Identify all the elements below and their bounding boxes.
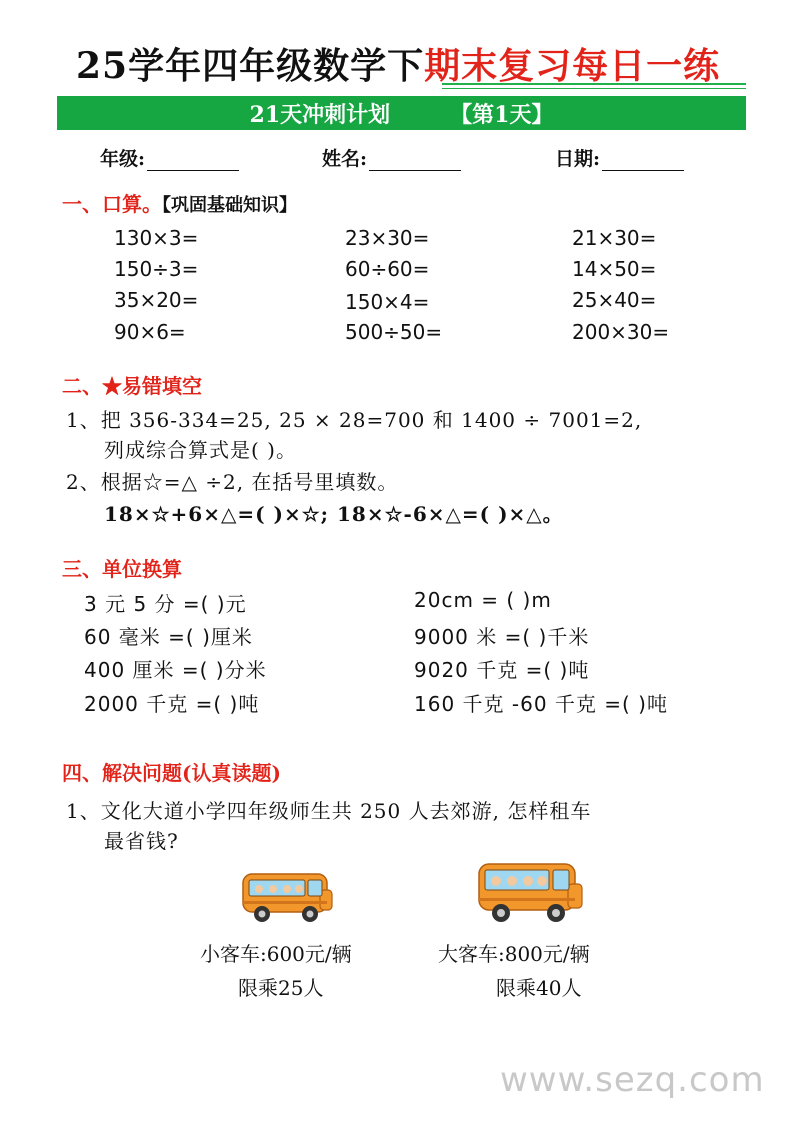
section2-prefix: 二、 [62,374,102,398]
date-field [555,144,684,171]
plan-banner [57,96,746,130]
title-underline [442,83,746,85]
banner-plan: 21天冲刺计划 [249,101,391,128]
name-field [322,144,461,171]
section1-title: 一、口算。 [62,192,162,216]
question-2-2-line1: 2、根据☆=△ ÷2, 在括号里填数。 [66,470,399,494]
question-2-1-line2: 列成综合算式是( )。 [104,438,297,462]
question-2-2-line2: 18×☆+6×△=( )×☆; 18×☆-6×△=( )×△。 [104,502,564,526]
grade-label: 年级: [100,148,146,170]
section2-heading [62,370,202,399]
name-label: 姓名: [322,148,368,170]
banner-day: 【第1天】 [450,101,554,128]
date-label: 日期: [555,148,601,170]
section3-heading: 三、单位换算 [62,557,182,581]
calc-item: 60÷60= [345,257,430,281]
title-black-part: 25学年四年级数学下 [76,45,425,87]
section1-heading [62,188,297,217]
question-4-1-line2: 最省钱? [104,829,179,853]
title-underline-thin [442,88,746,89]
big-bus-limit: 限乘40人 [496,976,582,1000]
small-bus-limit: 限乘25人 [238,976,324,1000]
title-red-part: 期末复习每日一练 [424,45,721,87]
big-bus-price: 大客车:800元/辆 [438,942,590,966]
small-bus-price: 小客车:600元/辆 [200,942,352,966]
date-blank[interactable] [602,152,684,171]
calc-item: 150×4= [345,290,430,314]
name-blank[interactable] [369,152,461,171]
calc-item: 25×40= [572,288,657,312]
calc-item: 14×50= [572,257,657,281]
calc-item: 200×30= [572,320,670,344]
grade-field [100,144,239,171]
section4-heading: 四、解决问题(认真读题) [62,761,281,785]
star-icon: ★ [102,374,122,398]
page-title [76,38,720,89]
unit-item: 60 毫米 =( )厘米 [84,625,253,649]
calc-item: 500÷50= [345,320,443,344]
big-bus-icon [476,860,586,926]
question-4-1-line1: 1、文化大道小学四年级师生共 250 人去郊游, 怎样租车 [66,799,592,823]
calc-item: 130×3= [114,226,199,250]
section2-title: 易错填空 [122,374,202,398]
small-bus-icon [240,868,336,926]
unit-item: 400 厘米 =( )分米 [84,658,267,682]
unit-item: 9020 千克 =( )吨 [414,658,590,682]
unit-item: 160 千克 -60 千克 =( )吨 [414,692,668,716]
unit-item: 9000 米 =( )千米 [414,625,590,649]
grade-blank[interactable] [147,152,239,171]
calc-item: 35×20= [114,288,199,312]
calc-item: 23×30= [345,226,430,250]
calc-item: 150÷3= [114,257,199,281]
calc-item: 90×6= [114,320,186,344]
unit-item: 2000 千克 =( )吨 [84,692,260,716]
watermark: www.sezq.com [500,1060,765,1100]
unit-item: 20cm = ( )m [414,588,552,612]
calc-item: 21×30= [572,226,657,250]
question-2-1-line1: 1、把 356-334=25, 25 × 28=700 和 1400 ÷ 7001=2, [66,408,643,432]
unit-item: 3 元 5 分 =( )元 [84,592,247,616]
section1-subtitle: 【巩固基础知识】 [162,195,297,216]
